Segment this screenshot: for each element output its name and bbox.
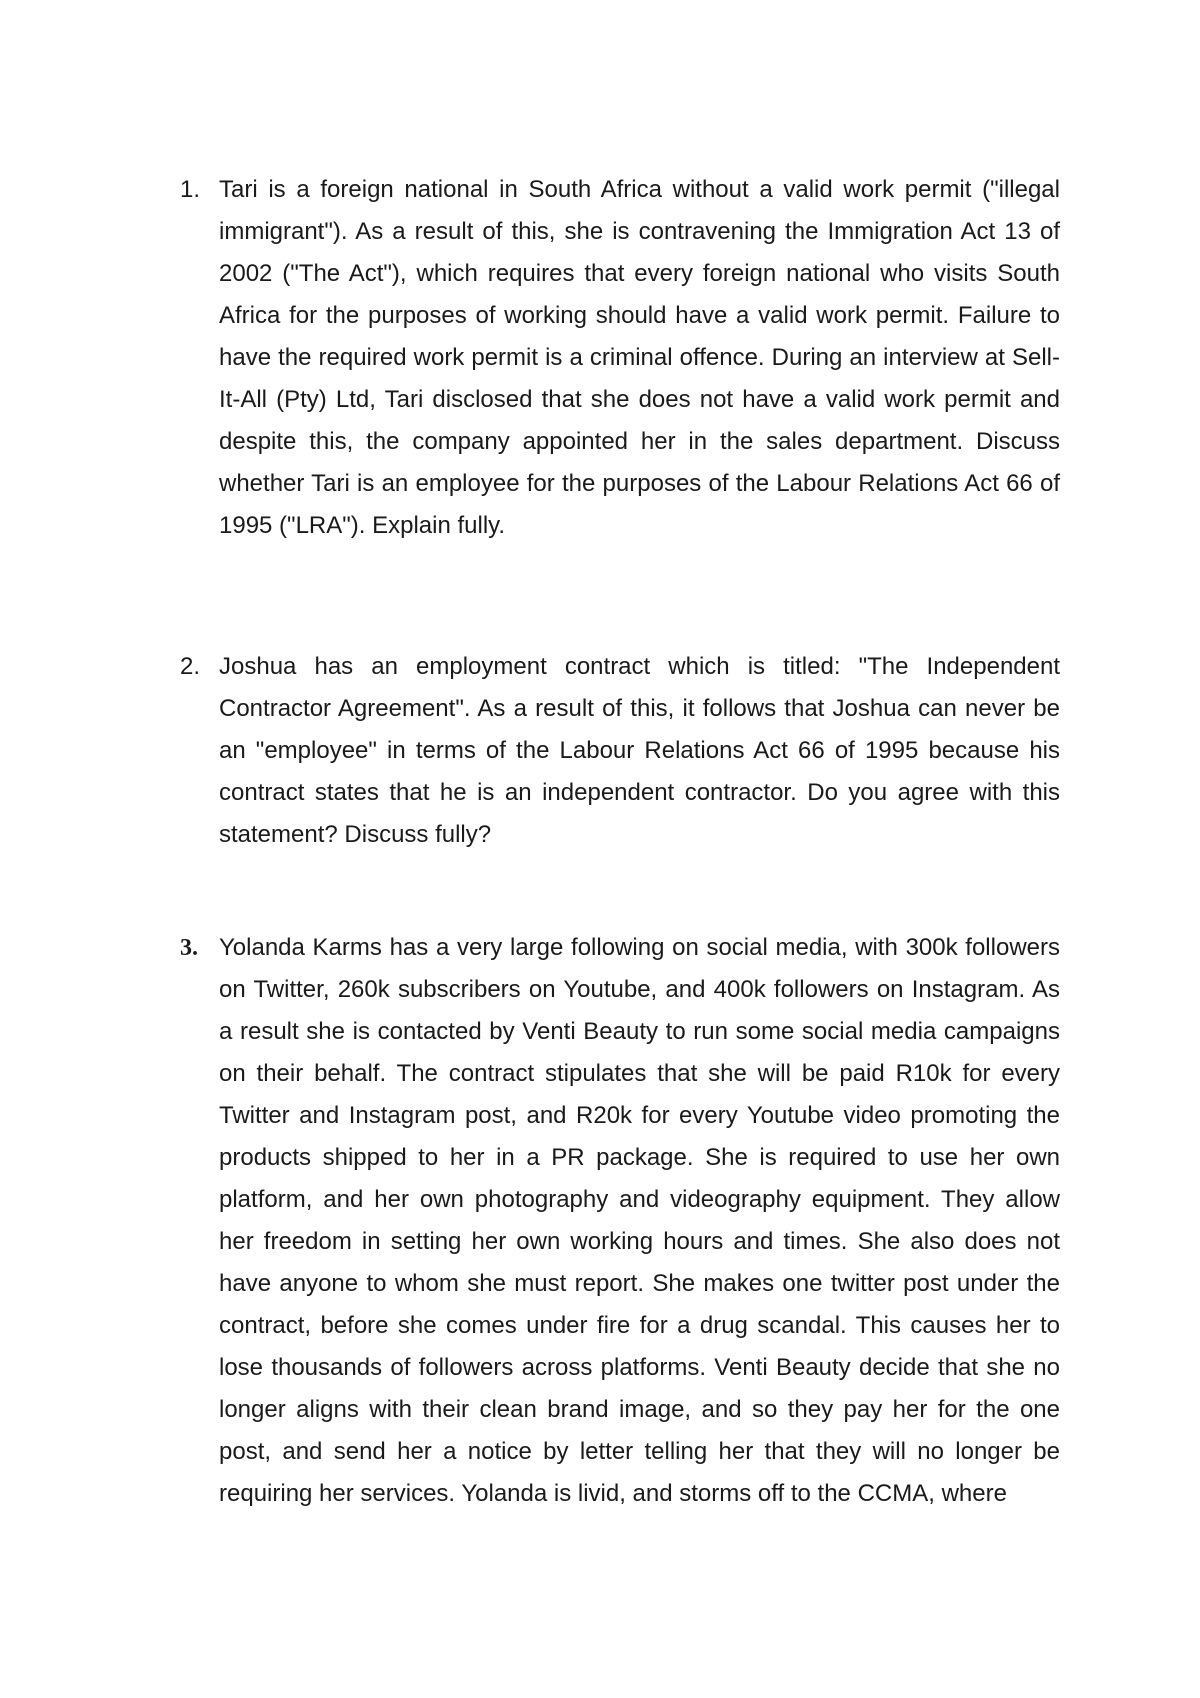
question-3-number: 3. xyxy=(180,935,198,961)
question-3-text: Yolanda Karms has a very large following on social media, with 300k followers on Twitter, 260k subscribers on Youtube, and 400k followers on Instagram. As a result she is contacted by Venti Beauty to run some social media campaigns on their behalf. The contract stipulates that she will be paid R10k for every Twitter and Instagram post, and R20k for every Youtube video promoting the products shipped to her in a PR package. She is required to use her own platform, and her own photography and videography equipment. They allow her freedom in setting her own working hours and times. She also does not have anyone to whom she must report. She makes one twitter post under the contract, before she comes under fire for a drug scandal. This causes her to lose thousands of followers across platforms. Venti Beauty decide that she no longer aligns with their clean brand image, and so they pay her for the one post, and send her a notice by letter telling her that they will no longer be requiring her services. Yolanda is livid, and storms off to the CCMA, where xyxy=(219,934,1067,1507)
question-3 xyxy=(180,927,1067,1515)
question-1-text: Tari is a foreign national in South Africa without a valid work permit ("illegal immigrant"). As a result of this, she is contravening the Immigration Act 13 of 2002 ("The Act"), which requires that every foreign national who visits South Africa for the purposes of working should have a valid work permit. Failure to have the required work permit is a criminal offence. During an interview at Sell- It-All (Pty) Ltd, Tari disclosed that she does not have a valid work permit and despite this, the company appointed her in the sales department. Discuss whether Tari is an employee for the purposes of the Labour Relations Act 66 of 1995 ("LRA"). Explain fully. xyxy=(219,176,1067,539)
question-2 xyxy=(180,646,1067,856)
question-2-text: Joshua has an employment contract which is titled: "The Independent Contractor Agreement". As a result of this, it follows that Joshua can never be an "employee" in terms of the Labour Relations Act 66 of 1995 because his contract states that he is an independent contractor. Do you agree with this statement? Discuss fully? xyxy=(219,653,1067,848)
question-1-number: 1. xyxy=(180,176,201,203)
question-2-number: 2. xyxy=(180,653,201,680)
question-1 xyxy=(180,169,1067,547)
